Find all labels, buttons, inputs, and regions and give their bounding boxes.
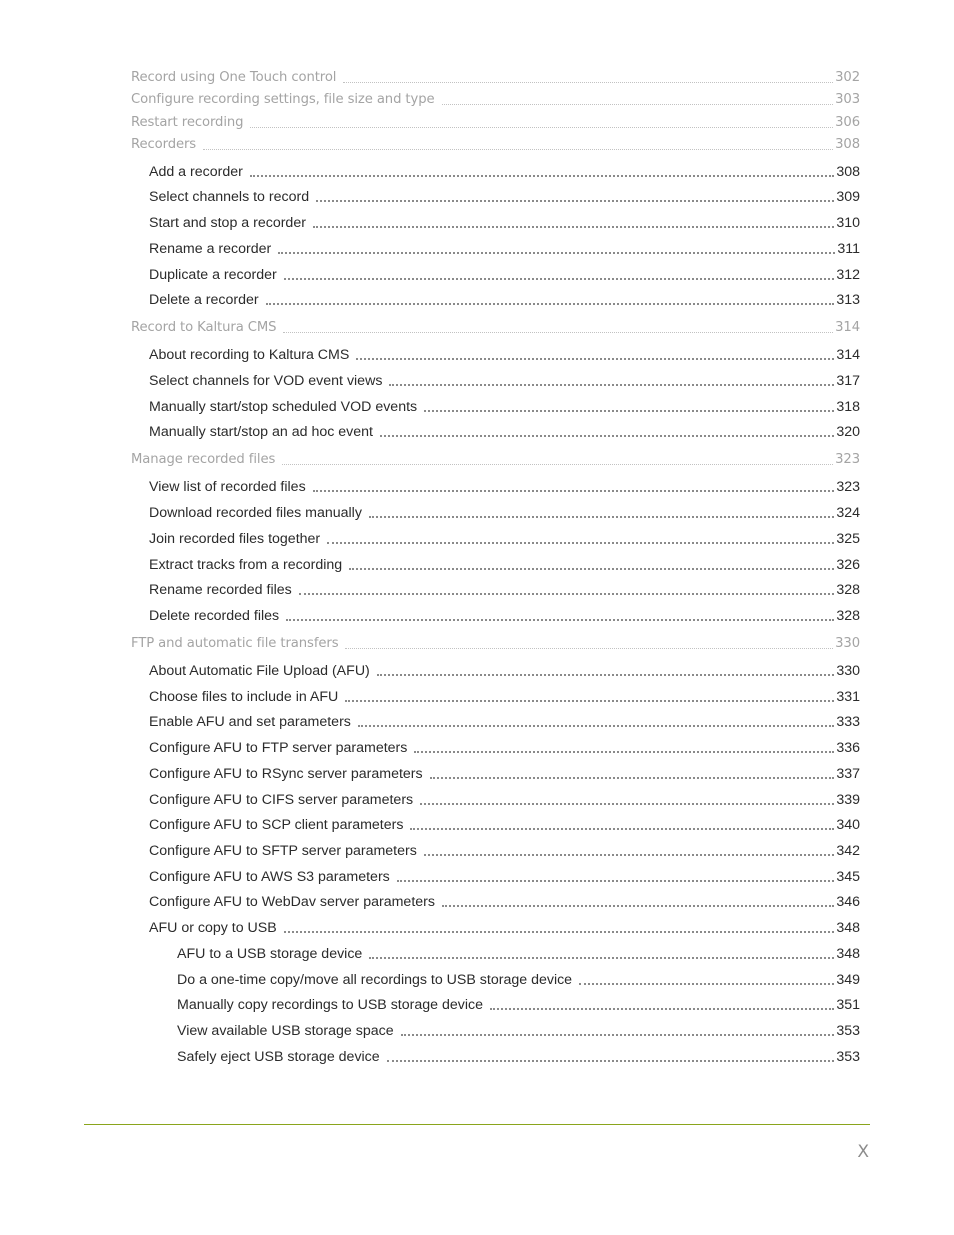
toc-entry-title: Manually start/stop scheduled VOD events — [149, 399, 418, 415]
dot-leader — [410, 828, 834, 830]
dot-leader — [389, 384, 834, 386]
toc-entry-title: Configure AFU to CIFS server parameters — [149, 792, 414, 808]
dot-leader — [345, 700, 834, 702]
toc-entry-title: Configure recording settings, file size and type — [131, 92, 435, 107]
toc-entry-page-number: 336 — [836, 740, 860, 756]
toc-entry-title: Record to Kaltura CMS — [131, 320, 277, 335]
toc-entry[interactable] — [177, 942, 860, 962]
toc-entry-page-number: 325 — [836, 531, 860, 547]
toc-entry[interactable] — [149, 916, 860, 936]
toc-entry-page-number: 330 — [836, 663, 860, 679]
toc-entry-page-number: 339 — [836, 792, 860, 808]
toc-entry-page-number: 348 — [836, 920, 860, 936]
dot-leader — [299, 593, 835, 595]
toc-entry-page-number: 314 — [835, 320, 860, 335]
toc-entry[interactable] — [149, 813, 860, 833]
toc-entry-page-number: 302 — [835, 70, 860, 85]
toc-entry[interactable] — [149, 211, 860, 231]
toc-entry-page-number: 345 — [836, 869, 860, 885]
toc-entry[interactable] — [149, 604, 860, 624]
toc-entry[interactable] — [149, 420, 860, 440]
toc-entry-page-number: 317 — [836, 373, 860, 389]
toc-entry-title: Duplicate a recorder — [149, 267, 277, 283]
dot-leader — [387, 1060, 835, 1062]
toc-entry[interactable] — [149, 865, 860, 885]
dot-leader — [356, 358, 834, 360]
toc-entry-title: Configure AFU to AWS S3 parameters — [149, 869, 390, 885]
toc-entry-title: Delete recorded files — [149, 608, 280, 624]
dot-leader — [401, 1034, 835, 1036]
toc-entry-page-number: 346 — [836, 894, 860, 910]
toc-entry-title: Restart recording — [131, 115, 244, 130]
toc-entry-page-number: 308 — [836, 164, 860, 180]
dot-leader — [420, 803, 834, 805]
toc-entry[interactable] — [131, 133, 860, 153]
toc-entry-title: Configure AFU to SCP client parameters — [149, 817, 404, 833]
toc-entry-page-number: 308 — [835, 137, 860, 152]
toc-entry[interactable] — [177, 1045, 860, 1065]
toc-entry-page-number: 337 — [836, 766, 860, 782]
toc-entry-title: AFU or copy to USB — [149, 920, 277, 936]
dot-leader — [424, 854, 835, 856]
toc-entry[interactable] — [149, 578, 860, 598]
toc-entry[interactable] — [149, 527, 860, 547]
toc-entry-title: Rename a recorder — [149, 241, 272, 257]
toc-entry[interactable] — [149, 710, 860, 730]
toc-entry-title: Enable AFU and set parameters — [149, 714, 351, 730]
toc-entry-title: Add a recorder — [149, 164, 243, 180]
toc-entry-page-number: 320 — [836, 424, 860, 440]
toc-entry[interactable] — [149, 395, 860, 415]
dot-leader — [286, 619, 834, 621]
toc-entry[interactable] — [149, 685, 860, 705]
toc-entry-title: About recording to Kaltura CMS — [149, 347, 350, 363]
toc-entry-title: FTP and automatic file transfers — [131, 636, 339, 651]
dot-leader — [490, 1008, 834, 1010]
toc-entry-page-number: 303 — [835, 92, 860, 107]
toc-entry-title: Configure AFU to FTP server parameters — [149, 740, 408, 756]
dot-leader — [579, 983, 834, 985]
dot-leader — [278, 252, 835, 254]
dot-leader — [316, 200, 834, 202]
dot-leader — [430, 777, 835, 779]
toc-entry-page-number: 323 — [836, 479, 860, 495]
toc-entry[interactable] — [149, 788, 860, 808]
toc-entry[interactable] — [131, 632, 860, 652]
dot-leader — [203, 149, 833, 150]
dot-leader — [424, 410, 834, 412]
toc-entry-title: Configure AFU to RSync server parameters — [149, 766, 423, 782]
toc-entry-title: Extract tracks from a recording — [149, 557, 343, 573]
dot-leader — [369, 957, 834, 959]
toc-entry[interactable] — [149, 160, 860, 180]
toc-entry-page-number: 328 — [836, 608, 860, 624]
toc-entry-page-number: 311 — [837, 241, 860, 257]
toc-entry-title: Do a one-time copy/move all recordings to USB storage device — [177, 972, 573, 988]
toc-entry[interactable] — [149, 369, 860, 389]
toc-entry[interactable] — [149, 736, 860, 756]
dot-leader — [250, 127, 833, 128]
toc-entry-page-number: 353 — [836, 1049, 860, 1065]
toc-entry-title: Configure AFU to SFTP server parameters — [149, 843, 417, 859]
toc-entry-page-number: 333 — [836, 714, 860, 730]
dot-leader — [313, 490, 835, 492]
toc-entry[interactable] — [149, 185, 860, 205]
dot-leader — [313, 226, 834, 228]
toc-entry-title: AFU to a USB storage device — [177, 946, 363, 962]
dot-leader — [250, 175, 834, 177]
dot-leader — [377, 674, 835, 676]
toc-entry-title: Recorders — [131, 137, 197, 152]
toc-entry-page-number: 328 — [836, 582, 860, 598]
toc-entry[interactable] — [131, 111, 860, 131]
toc-entry[interactable] — [149, 263, 860, 283]
toc-entry[interactable] — [177, 968, 860, 988]
toc-entry-page-number: 326 — [836, 557, 860, 573]
toc-entry-title: Rename recorded files — [149, 582, 292, 598]
toc-entry-title: Choose files to include in AFU — [149, 689, 339, 705]
toc-entry[interactable] — [149, 890, 860, 910]
toc-entry-title: View list of recorded files — [149, 479, 306, 495]
toc-entry-page-number: 348 — [836, 946, 860, 962]
toc-entry-title: View available USB storage space — [177, 1023, 394, 1039]
toc-entry[interactable] — [131, 316, 860, 336]
toc-entry[interactable] — [149, 343, 860, 363]
toc-entry[interactable] — [149, 475, 860, 495]
footer-divider — [84, 1124, 870, 1125]
dot-leader — [343, 82, 833, 83]
toc-entry-title: Safely eject USB storage device — [177, 1049, 380, 1065]
toc-entry[interactable] — [131, 448, 860, 468]
toc-entry-page-number: 353 — [836, 1023, 860, 1039]
toc-entry-page-number: 349 — [836, 972, 860, 988]
toc-entry-page-number: 309 — [836, 189, 860, 205]
toc-entry[interactable] — [131, 88, 860, 108]
toc-entry[interactable] — [149, 659, 860, 679]
toc-entry-page-number: 313 — [836, 292, 860, 308]
toc-entry-title: Download recorded files manually — [149, 505, 362, 521]
toc-entry-title: Select channels to record — [149, 189, 310, 205]
dot-leader — [266, 303, 835, 305]
toc-entry-page-number: 306 — [835, 115, 860, 130]
dot-leader — [345, 648, 833, 649]
page-number: X — [857, 1142, 869, 1162]
dot-leader — [442, 104, 834, 105]
toc-entry-title: Manually copy recordings to USB storage device — [177, 997, 483, 1013]
toc-entry-page-number: 342 — [836, 843, 860, 859]
toc-entry-page-number: 314 — [836, 347, 860, 363]
toc-entry-title: Manage recorded files — [131, 452, 276, 467]
dot-leader — [380, 435, 834, 437]
toc-entry-page-number: 340 — [836, 817, 860, 833]
toc-entry[interactable] — [149, 288, 860, 308]
toc-entry-page-number: 330 — [835, 636, 860, 651]
toc-entry[interactable] — [149, 839, 860, 859]
toc-entry[interactable] — [149, 237, 860, 257]
toc-entry-page-number: 351 — [836, 997, 860, 1013]
dot-leader — [414, 751, 834, 753]
toc-entry-page-number: 310 — [836, 215, 860, 231]
toc-entry-page-number: 331 — [836, 689, 860, 705]
toc-entry-title: Configure AFU to WebDav server parameters — [149, 894, 435, 910]
toc-entry-title: About Automatic File Upload (AFU) — [149, 663, 370, 679]
toc-entry-title: Join recorded files together — [149, 531, 321, 547]
toc-entry-page-number: 312 — [836, 267, 860, 283]
toc-entry[interactable] — [149, 501, 860, 521]
toc-entry-title: Start and stop a recorder — [149, 215, 306, 231]
toc-entry[interactable] — [177, 993, 860, 1013]
toc-entry-page-number: 318 — [836, 399, 860, 415]
dot-leader — [283, 332, 833, 333]
toc-entry[interactable] — [149, 762, 860, 782]
dot-leader — [327, 542, 834, 544]
toc-entry-page-number: 324 — [836, 505, 860, 521]
dot-leader — [358, 725, 834, 727]
toc-entry-page-number: 323 — [835, 452, 860, 467]
dot-leader — [284, 278, 835, 280]
toc-entry[interactable] — [177, 1019, 860, 1039]
dot-leader — [349, 568, 834, 570]
toc-entry[interactable] — [131, 66, 860, 86]
dot-leader — [282, 464, 833, 465]
toc-entry-title: Select channels for VOD event views — [149, 373, 383, 389]
dot-leader — [369, 516, 834, 518]
toc-entry-title: Record using One Touch control — [131, 70, 337, 85]
toc-entry[interactable] — [149, 553, 860, 573]
toc-entry-title: Manually start/stop an ad hoc event — [149, 424, 373, 440]
toc-entry-title: Delete a recorder — [149, 292, 259, 308]
dot-leader — [397, 880, 835, 882]
dot-leader — [442, 905, 834, 907]
dot-leader — [284, 931, 835, 933]
